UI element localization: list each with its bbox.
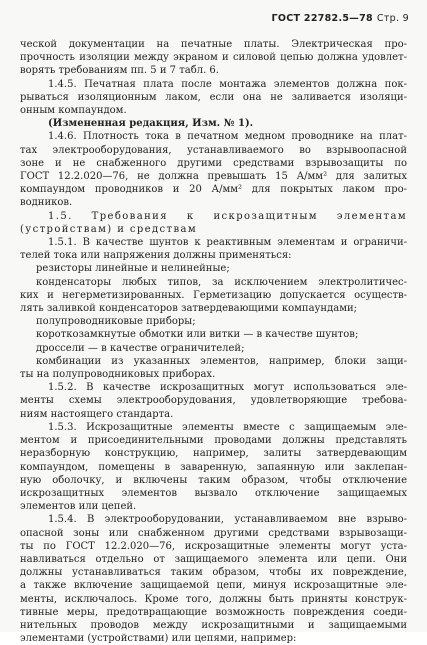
- text-line: (Измененная редакция, Изм. № 1).: [48, 118, 254, 130]
- text-line: компаундом, помещены в заваренную, запаянную или заклепан-: [20, 461, 407, 473]
- text-line: ты по ГОСТ 12.2.020—76, искрозащитные элементы могут уста-: [20, 540, 407, 552]
- text-line: короткозамкнутые обмотки или витки — в качестве шунтов;: [36, 329, 359, 341]
- text-line: ческой документации на печатные платы. Электрическая про-: [20, 39, 407, 50]
- text-line: онным компаундом.: [20, 105, 127, 117]
- text-line: должны устанавливаться таким образом, чтобы их повреждение,: [20, 567, 407, 579]
- text-line: элементами (устройствами) или цепями, например:: [20, 633, 297, 645]
- text-line: рываться изоляционным лаком, если она не заливается изоляци-: [20, 91, 407, 103]
- text-line: менты схемы электрооборудования, удовлетворяющие требова-: [20, 395, 407, 407]
- text-line: 1.5.1. В качестве шунтов к реактивным элементам и ограничи-: [48, 237, 407, 249]
- text-line: 1.5.4. В электрооборудовании, устанавливаемом вне взрыво-: [48, 514, 407, 526]
- text-line: лять заливкой конденсаторов затвердевающими компаундами;: [20, 303, 358, 315]
- standard-number: ГОСТ 22782.5—78: [271, 13, 373, 24]
- text-line: 1.5. Требования к искрозащитным элементам: [48, 210, 407, 222]
- text-line: 1.4.5. Печатная плата после монтажа элементов должна пок-: [48, 78, 407, 90]
- text-line: менты, исключалось. Кроме того, должны быть приняты конструк-: [20, 593, 407, 605]
- text-line: дроссели — в качестве ограничителей;: [36, 342, 245, 354]
- page-header: [272, 12, 409, 25]
- text-line: элементов или цепей.: [20, 501, 137, 513]
- text-line: искрозащитных элементов вызвало отключение защищаемых: [20, 487, 407, 499]
- text-line: (устройствам) и средствам: [20, 223, 198, 235]
- text-line: зоне и не снабженного другими средствами взрывозащиты по: [20, 157, 407, 169]
- text-line: конденсаторы любых типов, за исключением электролитичес-: [36, 276, 407, 288]
- text-line: телей тока или напряжения должны применяться:: [20, 250, 292, 262]
- text-line: ГОСТ 12.2.020—76, не должна превышать 15 А/мм² для залитых: [20, 171, 407, 183]
- text-line: ворять требованиям пп. 5 и 7 табл. 6.: [20, 65, 219, 77]
- body-text: [20, 38, 407, 645]
- text-line: неразборную конструкцию, например, залиты затвердевающим: [20, 448, 407, 460]
- text-line: навливаться отдельно от защищаемого элемента или цепи. Они: [20, 553, 407, 565]
- text-line: тах электрооборудования, устанавливаемого во взрывоопасной: [20, 144, 407, 156]
- text-line: ких и негерметизированных. Герметизацию допускается осуществ-: [20, 289, 407, 301]
- text-line: прочность изоляции между экраном и силовой цепью должна удовлет-: [20, 52, 407, 64]
- text-line: водников.: [20, 197, 73, 209]
- text-line: резисторы линейные и нелинейные;: [36, 263, 230, 275]
- text-line: 1.5.2. В качестве искрозащитных могут использоваться эле-: [48, 382, 407, 394]
- text-line: тивные меры, предотвращающие возможность повреждения соеди-: [20, 606, 407, 618]
- text-line: ты на полупроводниковых приборах.: [20, 369, 216, 381]
- page-number: Стр. 9: [376, 13, 409, 24]
- text-line: 1.5.3. Искрозащитные элементы вместе с защищаемым эле-: [48, 421, 407, 433]
- text-line: ную оболочку, и включены таким образом, чтобы отключение: [20, 474, 407, 486]
- text-line: а также включение защищаемой цепи, минуя искрозащитные эле-: [20, 580, 407, 592]
- text-line: опасной зоны или снабженном другими средствами взрывозащи-: [20, 527, 407, 539]
- text-line: ниям настоящего стандарта.: [20, 408, 174, 420]
- text-line: ментом и присоединительными проводами должны представлять: [20, 435, 407, 447]
- text-line: полупроводниковые приборы;: [36, 316, 196, 328]
- text-line: комбинации из указанных элементов, например, блоки защи-: [36, 355, 407, 367]
- text-line: компаундом проводников и 20 А/мм² для покрытых лаком про-: [20, 184, 407, 196]
- text-line: 1.4.6. Плотность тока в печатном медном проводнике на плат-: [48, 131, 407, 143]
- text-line: нительных проводов между искрозащитными и защищаемыми: [20, 619, 407, 631]
